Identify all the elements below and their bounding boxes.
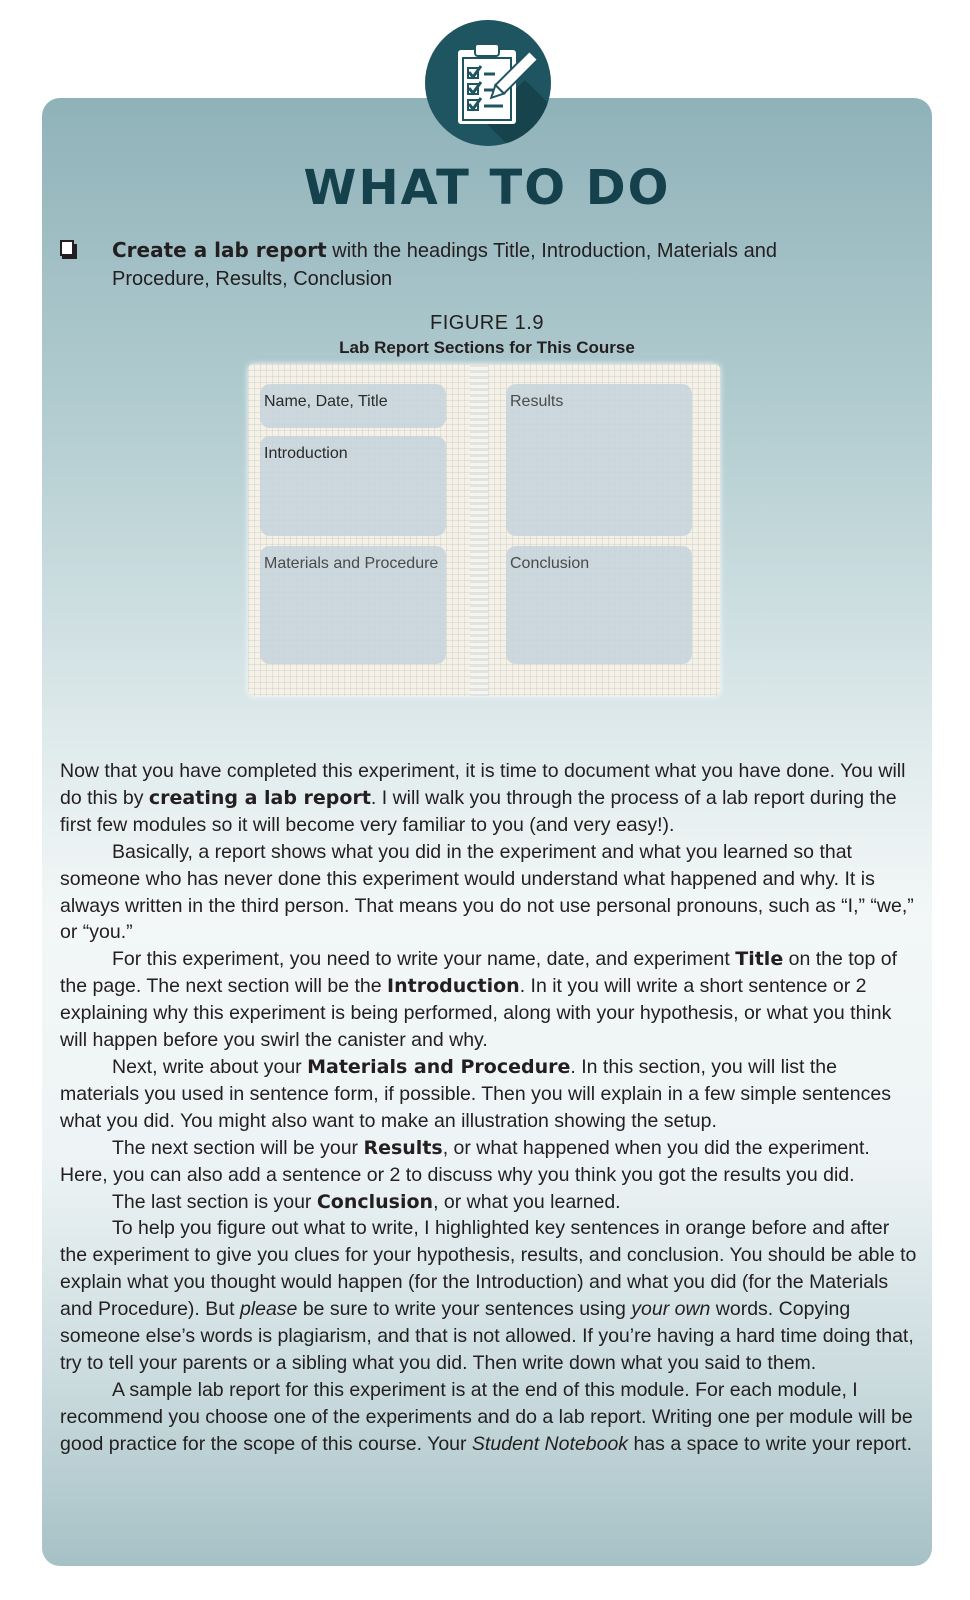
p1-text-a: Now that you have completed this experiment, it is time to document what you have done. You will do this by [60, 760, 906, 809]
p3-text-c: . In it you will write a short sentence or 2 explaining why this experiment is being performed, along with your hypothesis, or what you think will happen before you swirl the canister and why. [60, 975, 892, 1052]
p4-text-b: . In this section, you will list the materials you used in sentence form, if possible. Then you will explain in a few simple sentences what you did. You might also want to make an illustration showing the setup. [60, 1055, 891, 1132]
paragraph-6 [60, 1189, 920, 1216]
p1-bold: creating a lab report [148, 786, 371, 809]
p3-text-a: For this experiment, you need to write your name, date, and experiment [112, 948, 736, 971]
notebook-spine [470, 364, 488, 696]
task-text [112, 236, 860, 293]
p8-text-b: has a space to write your report. [628, 1432, 913, 1455]
section-results: Results [506, 384, 692, 536]
p6-text-a: The last section is your [112, 1190, 317, 1213]
p5-text-b: , or what happened when you did the experiment. Here, you can also add a sentence or 2 to discuss why you think you got the results you did. [60, 1136, 870, 1186]
p7-text-a: To help you figure out what to write, I highlighted key sentences in orange before and after the experiment to give you clues for your hypothesis, results, and conclusion. You should be able to explain what you thought would happen (for the Introduction) and what you did (for the Materials and Procedure). But [60, 1217, 917, 1321]
task-rest: with the headings Title, Introduction, Materials and Procedure, Results, Conclusion [112, 240, 777, 290]
paragraph-5 [60, 1135, 920, 1189]
p6-text-b: , or what you learned. [433, 1190, 621, 1213]
body-text [60, 758, 920, 1458]
paragraph-1 [60, 758, 920, 839]
paragraph-3 [60, 946, 920, 1054]
p5-bold: Results [363, 1136, 443, 1159]
figure-caption: Lab Report Sections for This Course [339, 338, 635, 357]
p8-italic: Student Notebook [471, 1432, 629, 1455]
task-item [60, 236, 860, 293]
section-introduction: Introduction [260, 436, 446, 536]
p7-italic-please: please [239, 1298, 298, 1321]
p1-text-b: . I will walk you through the process of a lab report during the first few modules so it will become very familiar to you (and very easy!). [60, 786, 897, 836]
p7-text-c: words. Copying someone else’s words is plagiarism, and that is not allowed. If you’re having a hard time doing that, try to tell your parents or a sibling what you did. Then write down what you said to them. [60, 1298, 914, 1374]
section-conclusion: Conclusion [506, 546, 692, 664]
paragraph-4 [60, 1054, 920, 1135]
p3-bold-title: Title [735, 948, 784, 971]
notebook-figure [248, 364, 720, 696]
p5-text-a: The next section will be your [112, 1136, 364, 1159]
page-title: WHAT TO DO [303, 160, 671, 216]
section-name-date-title: Name, Date, Title [260, 384, 446, 428]
figure-number: FIGURE 1.9 [430, 312, 544, 334]
p3-text-b: on the top of the page. The next section will be the [60, 948, 898, 998]
clipboard-checklist-icon [425, 20, 551, 146]
section-materials-procedure: Materials and Procedure [260, 546, 446, 664]
paragraph-2: Basically, a report shows what you did in the experiment and what you learned so that someone who has never done this experiment would understand what happened and why. It is always written in the third person. That means you do not use personal pronouns, such as “I,” “we,” or “you.” [60, 840, 914, 944]
p4-bold: Materials and Procedure [307, 1055, 571, 1078]
p6-bold: Conclusion [316, 1190, 434, 1213]
p7-italic-your-own: your own [631, 1298, 711, 1321]
paragraph-8 [60, 1377, 920, 1458]
paragraph-7 [60, 1215, 920, 1376]
checkbox-icon [60, 240, 74, 256]
p3-bold-introduction: Introduction [387, 975, 520, 998]
p8-text-a: A sample lab report for this experiment is at the end of this module. For each module, I recommend you choose one of the experiments and do a lab report. Writing one per module will be good practice for the scope of this course. Your [60, 1378, 913, 1455]
task-bold: Create a lab report [112, 238, 327, 262]
p7-text-b: be sure to write your sentences using [297, 1298, 632, 1321]
p4-text-a: Next, write about your [112, 1055, 308, 1078]
